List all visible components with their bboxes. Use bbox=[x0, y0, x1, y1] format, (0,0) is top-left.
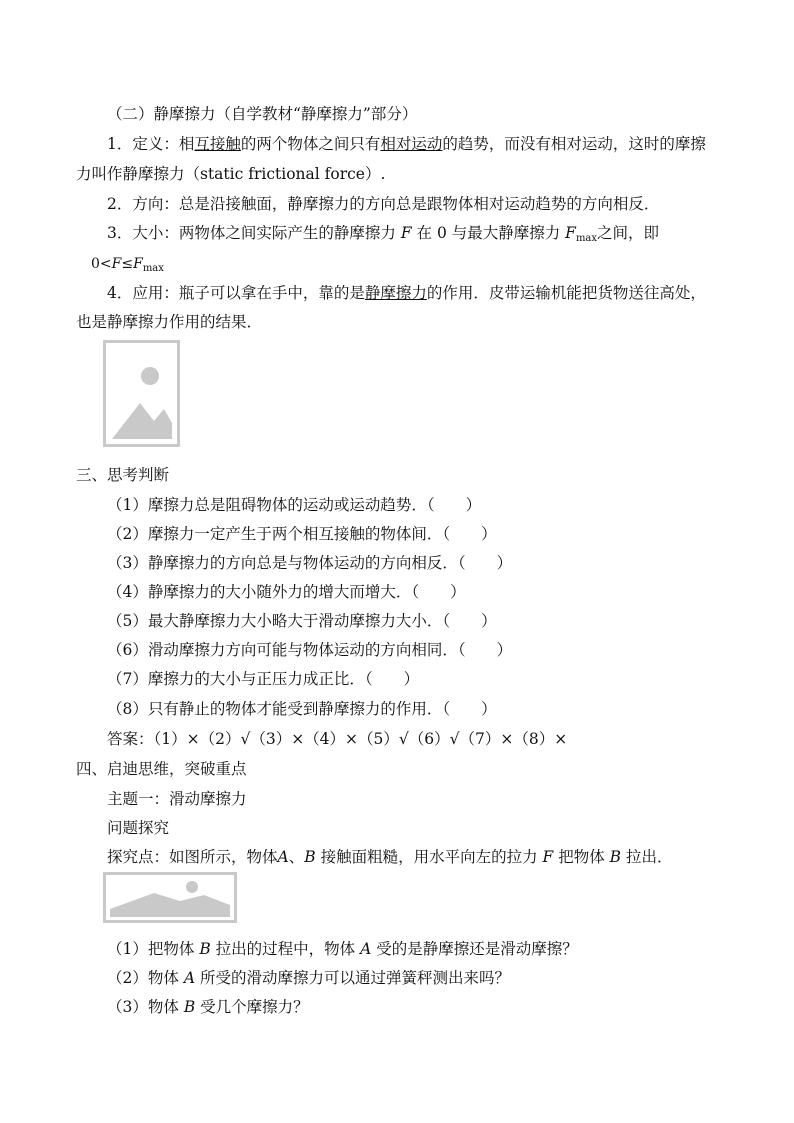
explore-point bbox=[107, 846, 673, 868]
question-text: 所受的滑动摩擦力可以通过弹簧秤测出来吗？ bbox=[199, 969, 510, 987]
symbol-B: B bbox=[609, 848, 622, 866]
question-text: 拉出的过程中，物体 bbox=[215, 940, 356, 958]
application-text: 的作用．皮带运输机能把货物送往高处， bbox=[426, 284, 706, 302]
underlined-contact: 互接触 bbox=[194, 135, 241, 153]
symbol-F: F bbox=[111, 256, 122, 272]
question-3 bbox=[107, 996, 309, 1018]
question-text: （1）把物体 bbox=[107, 940, 195, 958]
application-line-2: 也是静摩擦力作用的结果． bbox=[76, 313, 263, 331]
definition-line-2: 力叫作静摩擦力（static frictional force）. bbox=[76, 165, 386, 183]
application-line-1 bbox=[107, 282, 706, 304]
question-1 bbox=[107, 938, 578, 960]
section-title: （二）静摩擦力（自学教材“静摩擦力”部分） bbox=[107, 105, 418, 123]
judgement-item: （8）只有静止的物体才能受到静摩擦力的作用．（ ） bbox=[107, 700, 497, 718]
explore-text: 把物体 bbox=[558, 848, 605, 866]
symbol-F: F bbox=[133, 256, 143, 272]
direction-line: 2．方向：总是沿接触面，静摩擦力的方向总是跟物体相对运动趋势的方向相反． bbox=[107, 195, 660, 213]
application-text: 4．应用：瓶子可以拿在手中，靠的是 bbox=[107, 284, 365, 302]
judgement-item: （1）摩擦力总是阻碍物体的运动或运动趋势．（ ） bbox=[107, 496, 482, 514]
definition-line-1 bbox=[107, 133, 706, 155]
answer-line: 答案：（1）×（2）√（3）×（4）×（5）√（6）√（7）×（8）× bbox=[107, 730, 568, 748]
mountain-image-icon bbox=[106, 875, 234, 920]
judgement-item: （3）静摩擦力的方向总是与物体运动的方向相反．（ ） bbox=[107, 554, 513, 572]
inequality-line bbox=[91, 253, 164, 280]
section-title: 四、启迪思维，突破重点 bbox=[76, 760, 247, 778]
judgement-item: （7）摩擦力的大小与正压力成正比．（ ） bbox=[107, 670, 420, 688]
explore-text: 拉出． bbox=[626, 848, 673, 866]
symbol-B: B bbox=[183, 998, 196, 1016]
symbol-B: B bbox=[304, 848, 316, 866]
symbol-A: A bbox=[360, 940, 372, 958]
definition-text: 1．定义：相 bbox=[107, 135, 195, 153]
definition-text: 的两个物体之间只有 bbox=[240, 135, 381, 153]
explore-text: 接触面粗糙，用水平向左的拉力 bbox=[320, 848, 538, 866]
magnitude-text: 3．大小：两物体之间实际产生的静摩擦力 bbox=[107, 224, 396, 242]
subheading: 问题探究 bbox=[107, 819, 170, 837]
magnitude-text: 在 0 与最大静摩擦力 bbox=[416, 224, 561, 242]
symbol-B: B bbox=[199, 940, 211, 958]
magnitude-text: 之间，即 bbox=[597, 224, 660, 242]
judgement-item: （2）摩擦力一定产生于两个相互接触的物体间．（ ） bbox=[107, 525, 497, 543]
judgement-item: （5）最大静摩擦力大小略大于滑动摩擦力大小．（ ） bbox=[107, 612, 497, 630]
question-text: （2）物体 bbox=[107, 969, 179, 987]
explore-text: 、 bbox=[288, 848, 305, 866]
subscript-max: max bbox=[142, 263, 164, 274]
judgement-item: （6）滑动摩擦力方向可能与物体运动的方向相同．（ ） bbox=[107, 641, 513, 659]
ineq-text: 0< bbox=[91, 256, 112, 272]
question-text: 受的是静摩擦还是滑动摩擦？ bbox=[376, 940, 578, 958]
mountain-image-icon bbox=[106, 343, 177, 444]
image-placeholder bbox=[103, 340, 180, 447]
explore-text: 探究点：如图所示，物体 bbox=[107, 848, 278, 866]
underlined-relative-motion: 相对运动 bbox=[380, 135, 443, 153]
symbol-A: A bbox=[277, 848, 289, 866]
definition-text: 的趋势，而没有相对运动，这时的摩擦 bbox=[442, 135, 706, 153]
underlined-static-friction: 静摩擦力 bbox=[364, 284, 427, 302]
symbol-F: F bbox=[542, 848, 554, 866]
symbol-F: F bbox=[400, 224, 412, 242]
subscript-max: max bbox=[575, 233, 598, 244]
question-2 bbox=[107, 967, 510, 989]
image-placeholder bbox=[103, 872, 237, 923]
symbol-A: A bbox=[183, 969, 196, 987]
judgement-item: （4）静摩擦力的大小随外力的增大而增大．（ ） bbox=[107, 583, 466, 601]
ineq-text: ≤ bbox=[121, 256, 134, 272]
question-text: （3）物体 bbox=[107, 998, 179, 1016]
question-text: 受几个摩擦力？ bbox=[200, 998, 309, 1016]
symbol-Fmax: F bbox=[565, 224, 576, 242]
section-title: 三、思考判断 bbox=[76, 466, 170, 484]
magnitude-line bbox=[107, 222, 659, 250]
topic-heading: 主题一：滑动摩擦力 bbox=[107, 790, 247, 808]
